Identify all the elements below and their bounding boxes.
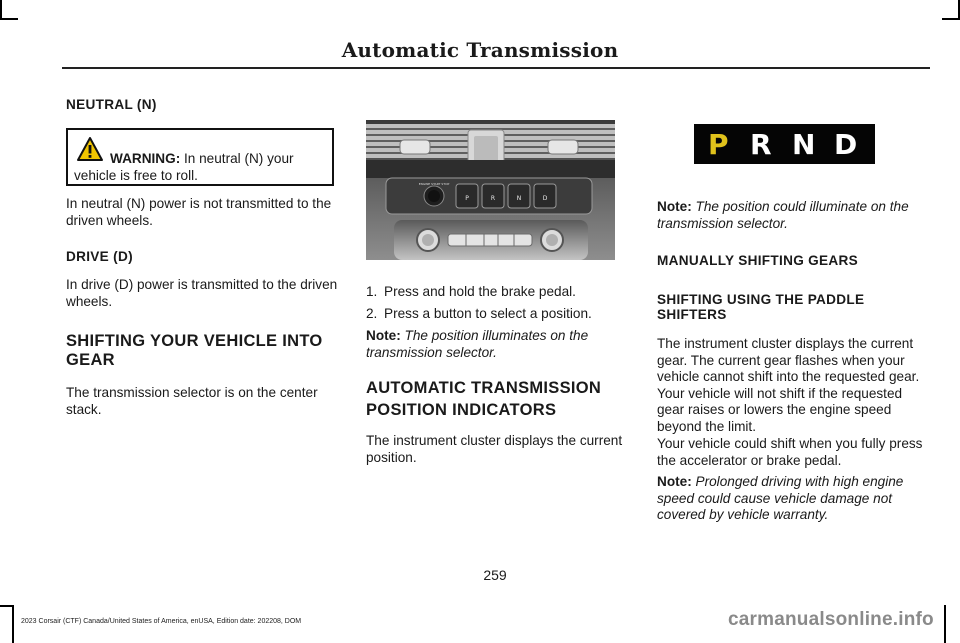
gear-indicator-d: D — [834, 128, 858, 161]
header-divider — [62, 67, 930, 69]
note1-label: Note: — [657, 199, 692, 214]
edition-info: 2023 Corsair (CTF) Canada/United States of America, enUSA, Edition date: 202208, DOM — [21, 618, 302, 625]
step-2-text: Press a button to select a position. — [384, 306, 592, 321]
crop-mark — [944, 605, 946, 643]
gear-indicator-n: N — [792, 128, 816, 161]
gear-indicator-r: R — [750, 128, 772, 161]
selector-note — [366, 328, 602, 361]
paddle-heading-line1: SHIFTING USING THE PADDLE — [657, 292, 865, 307]
crop-mark — [0, 605, 12, 607]
note1-text: The position could illuminate on the transmission selector. — [657, 199, 909, 231]
gear-indicator-p: P — [708, 128, 729, 161]
crop-mark — [942, 18, 960, 20]
paddle-heading-line2: SHIFTERS — [657, 307, 727, 322]
indicators-heading-line1: AUTOMATIC TRANSMISSION — [366, 379, 602, 397]
watermark: carmanualsonline.info — [728, 609, 934, 630]
indicators-heading-line2: POSITION INDICATORS — [366, 401, 557, 419]
warning-body: In neutral (N) your vehicle is free to roll. — [74, 151, 294, 183]
gear-button-r: R — [490, 195, 496, 202]
center-stack-drawing — [366, 120, 615, 260]
warranty-note — [657, 474, 919, 524]
center-stack-illustration — [366, 120, 615, 260]
crop-mark — [0, 0, 2, 18]
note-text: The position illuminates on the transmission selector. — [366, 328, 589, 360]
start-button-label: ENGINE START STOP — [418, 182, 450, 186]
crop-mark — [12, 605, 14, 643]
manual-shifting-heading: MANUALLY SHIFTING GEARS — [657, 253, 859, 268]
step-2 — [366, 306, 626, 323]
illuminate-note — [657, 199, 925, 232]
neutral-paragraph: In neutral (N) power is not transmitted to the driven wheels. — [66, 196, 332, 228]
gear-button-n: N — [516, 195, 522, 202]
crop-mark — [0, 18, 18, 20]
gear-button-p: P — [465, 195, 469, 202]
gear-button-d: D — [542, 195, 548, 202]
page-number: 259 — [483, 567, 507, 583]
shifting-heading-line2: GEAR — [66, 351, 115, 369]
selector-paragraph: The transmission selector is on the center stack. — [66, 385, 318, 417]
step-1-text: Press and hold the brake pedal. — [384, 284, 576, 299]
paddle-paragraph-1: The instrument cluster displays the current gear. The current gear flashes when your vehicle cannot shift into the requested gear. Your vehicle will not shift if the requested gear raises or lowers the engine speed beyond the limit. — [657, 336, 920, 434]
page-title: Automatic Transmission — [341, 38, 619, 62]
step-1 — [366, 284, 626, 301]
warning-box — [66, 128, 334, 186]
indicators-paragraph: The instrument cluster displays the current position. — [366, 433, 623, 465]
crop-mark — [958, 0, 960, 18]
note2-label: Note: — [657, 474, 692, 489]
shifting-heading-line1: SHIFTING YOUR VEHICLE INTO — [66, 332, 323, 350]
note2-text: Prolonged driving with high engine speed could cause vehicle damage not covered by vehicle warranty. — [657, 474, 904, 522]
neutral-heading: NEUTRAL (N) — [66, 97, 157, 112]
step-1-number: 1. — [366, 284, 378, 299]
warning-text — [74, 150, 332, 184]
note-label: Note: — [366, 328, 401, 343]
step-2-number: 2. — [366, 306, 378, 321]
warning-label: WARNING: — [110, 151, 181, 166]
gear-indicator-display — [694, 124, 875, 164]
drive-heading: DRIVE (D) — [66, 249, 133, 264]
drive-paragraph: In drive (D) power is transmitted to the driven wheels. — [66, 277, 338, 309]
paddle-paragraph-2: Your vehicle could shift when you fully press the accelerator or brake pedal. — [657, 436, 923, 468]
